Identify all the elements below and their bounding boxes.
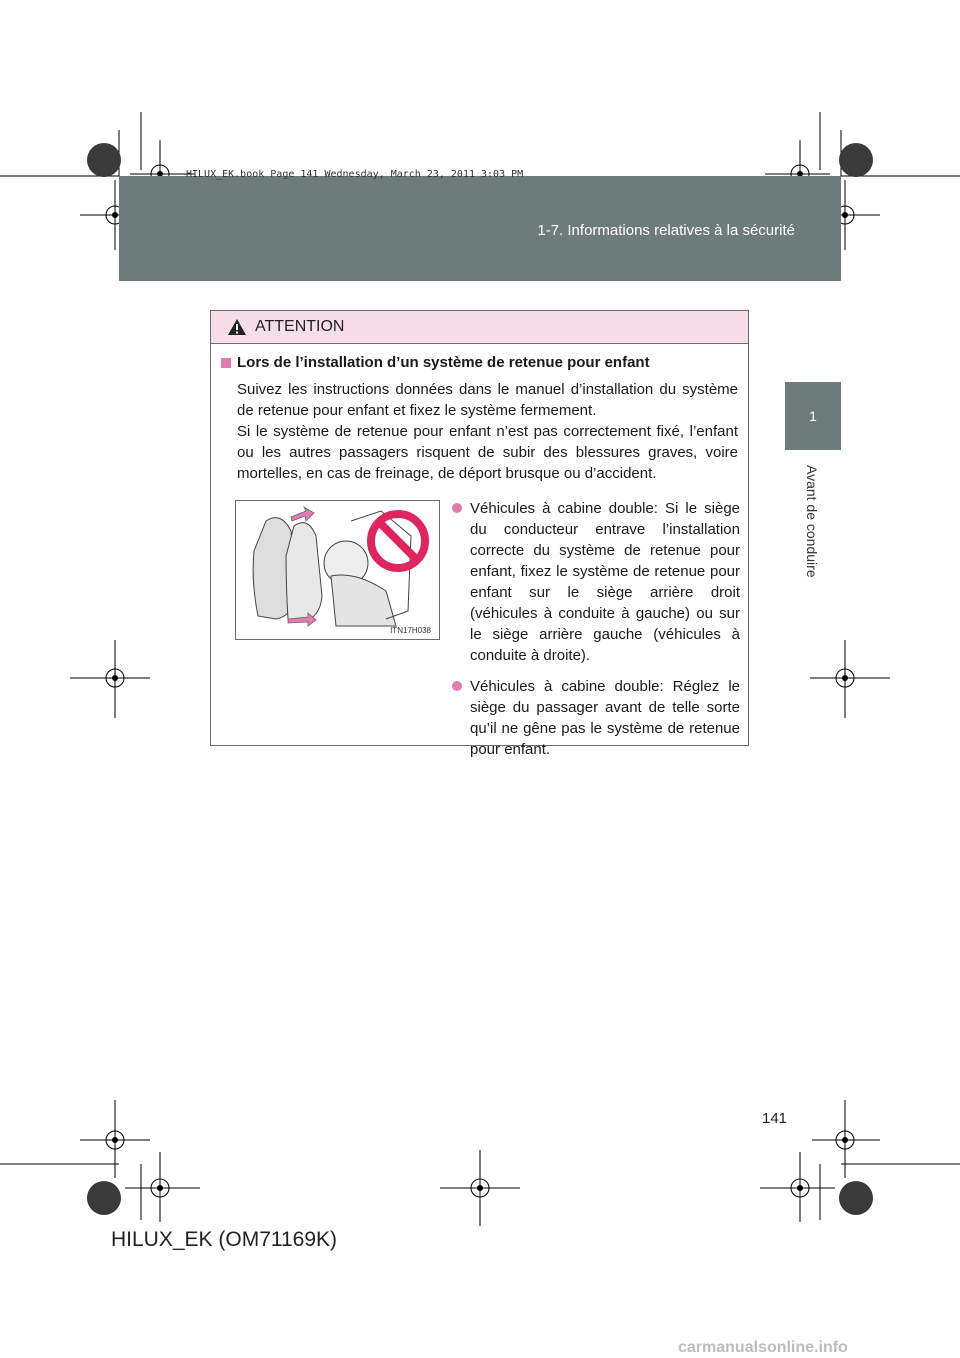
chapter-label: Avant de conduire: [804, 465, 820, 578]
list-item: [452, 498, 740, 666]
warning-triangle-icon: [227, 318, 247, 336]
header-band: [119, 176, 841, 281]
round-bullet-icon: [452, 503, 462, 513]
watermark-logo: [670, 1336, 960, 1358]
chapter-tab: 1: [785, 382, 841, 450]
warning-paragraph: Si le système de retenue pour enfant n’est pas correctement fixé, l’enfant ou les autres passagers risquent de subir des blessures graves, voire mortelles, en cas de freinage, de déport brusque ou d’accident.: [237, 423, 738, 482]
list-item: [452, 676, 740, 760]
warning-title: ATTENTION: [255, 318, 345, 335]
warning-section-title-text: Lors de l’installation d’un système de retenue pour enfant: [237, 354, 650, 371]
page-number: 141: [762, 1110, 788, 1127]
seat-drawing: [236, 501, 439, 639]
warning-header: [211, 311, 748, 344]
section-header-title: 1-7. Informations relatives à la sécurité: [537, 222, 795, 239]
warning-paragraph: Suivez les instructions données dans le manuel d’installation du système de retenue pour enfant et fixez le système fermement.: [237, 381, 738, 419]
bullet-text: Véhicules à cabine double: Si le siège du conducteur entrave l’installation correcte du système de retenue pour enfant, fixez le système de retenue pour enfant sur le siège arrière droit (véhicules à conduite à gauche) ou sur le siège arrière gauche (véhicules à conduite à droite).: [470, 500, 740, 664]
svg-text:carmanualsonline.info: carmanualsonline.info: [678, 1339, 848, 1356]
warning-box: [210, 310, 749, 758]
square-bullet-icon: [221, 358, 231, 368]
bullet-text: Véhicules à cabine double: Réglez le siège du passager avant de telle sorte qu’il ne gêne pas le système de retenue pour enfant.: [470, 678, 740, 758]
footer-model: HILUX_EK (OM71169K): [111, 1228, 338, 1251]
figure-code: ITN17H038: [390, 626, 431, 635]
book-stamp: HILUX_EK.book Page 141 Wednesday, March 23, 2011 3:03 PM: [186, 169, 524, 180]
child-seat-illustration: [235, 500, 440, 640]
warning-section-title: [221, 354, 738, 371]
round-bullet-icon: [452, 681, 462, 691]
